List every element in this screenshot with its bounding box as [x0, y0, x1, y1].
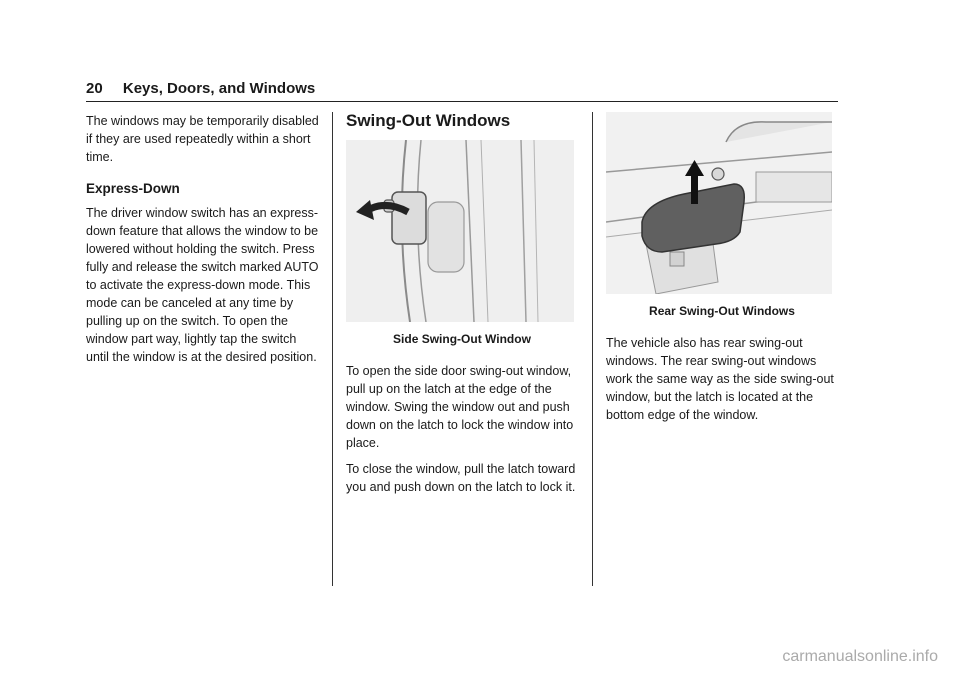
- rear-swing-out-windows-illustration: [606, 112, 832, 294]
- page-number: 20: [86, 80, 103, 97]
- column-right: [606, 112, 838, 432]
- column-divider-right: [592, 112, 593, 586]
- page-header: [86, 80, 838, 102]
- close-window-paragraph: To close the window, pull the latch toward you and push down on the latch to lock it.: [346, 462, 576, 494]
- open-window-paragraph: To open the side door swing-out window, pull up on the latch at the edge of the window. Swing the window out and push down on the latch to lock the window into place.: [346, 364, 574, 450]
- column-left: [86, 112, 320, 374]
- section-title: Keys, Doors, and Windows: [122, 80, 316, 97]
- side-swing-out-window-illustration: [346, 140, 574, 322]
- column-divider-left: [332, 112, 333, 586]
- side-figure-caption: Side Swing-Out Window: [393, 332, 531, 346]
- swing-out-heading: Swing-Out Windows: [346, 111, 511, 130]
- column-middle: [346, 112, 578, 504]
- rear-figure-caption: Rear Swing-Out Windows: [649, 304, 795, 318]
- express-down-paragraph: The driver window switch has an express-down feature that allows the window to be lowered without holding the switch. Press fully and release the switch marked AUTO to activate the express-down mode. This mode can be canceled at any time by pulling up on the switch. To open the window part way, lightly tap the switch until the window is at the desired position.: [86, 206, 319, 364]
- intro-paragraph: The windows may be temporarily disabled if they are used repeatedly within a short time.: [86, 114, 319, 164]
- rear-windows-paragraph: The vehicle also has rear swing-out windows. The rear swing-out windows work the same way as the side swing-out window, but the latch is located at the bottom edge of the window.: [606, 336, 834, 422]
- watermark: carmanualsonline.info: [782, 648, 938, 665]
- express-down-heading: Express-Down: [86, 181, 180, 196]
